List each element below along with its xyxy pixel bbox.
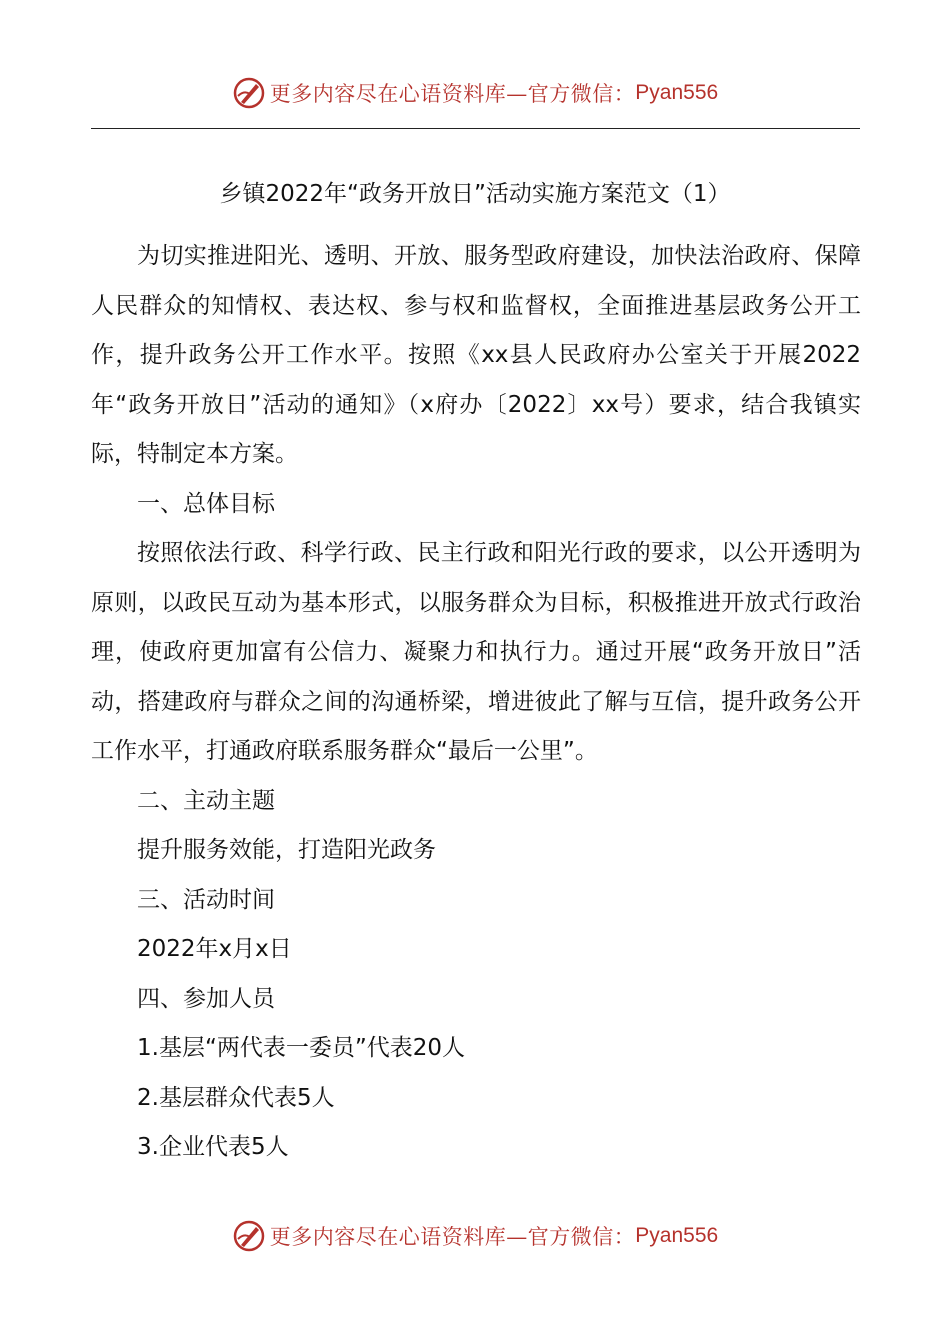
list-item: 2.基层群众代表5人 <box>137 1084 335 1111</box>
list-item: 1.基层“两代表一委员”代表20人 <box>137 1035 466 1061</box>
pen-nib-logo-icon <box>232 76 266 110</box>
watermark-text: 更多内容尽在心语资料库—官方微信： <box>269 1225 636 1249</box>
section-body-3: 2022年x月x日 <box>137 936 292 962</box>
list-item: 3.企业代表5人 <box>137 1134 289 1160</box>
section-body-1: 按照依法行政、科学行政、民主行政和阳光行政的要求，以公开透明为原则，以政民互动为基本形式，以服务群众为目标，积极推进开放式行政治理，使政府更加富有公信力、凝聚力和执行力。通过开展“政务开放日”活动，搭建政府与群众之间的沟通桥梁，增进彼此了解与互信，提升政务公开工作水平，打通政府联系服务群众“最后一公里”。 <box>91 540 861 764</box>
document-body <box>91 232 861 1173</box>
document-title: 乡镇2022年“政务开放日”活动实施方案范文（1） <box>219 181 731 207</box>
section-heading-1: 一、总体目标 <box>137 490 275 517</box>
section-heading-3: 三、活动时间 <box>137 886 275 913</box>
intro-paragraph: 为切实推进阳光、透明、开放、服务型政府建设，加快法治政府、保障人民群众的知情权、表达权、参与权和监督权，全面推进基层政务公开工作，提升政务公开工作水平。按照《xx县人民政府办公室关于开展2022年“政务开放日”活动的通知》（x府办〔2022〕xx号）要求，结合我镇实际，特制定本方案。 <box>91 243 861 467</box>
section-heading-4: 四、参加人员 <box>137 985 275 1012</box>
watermark-wechat-id: Pyan556 <box>635 81 719 104</box>
header-watermark <box>0 73 950 113</box>
footer-watermark <box>0 1216 950 1256</box>
header-divider <box>91 128 860 129</box>
section-body-2: 提升服务效能，打造阳光政务 <box>137 837 436 863</box>
section-heading-2: 二、主动主题 <box>137 787 275 814</box>
pen-nib-logo-icon <box>232 1219 266 1253</box>
watermark-text: 更多内容尽在心语资料库—官方微信： <box>269 82 636 106</box>
watermark-wechat-id: Pyan556 <box>635 1224 719 1247</box>
